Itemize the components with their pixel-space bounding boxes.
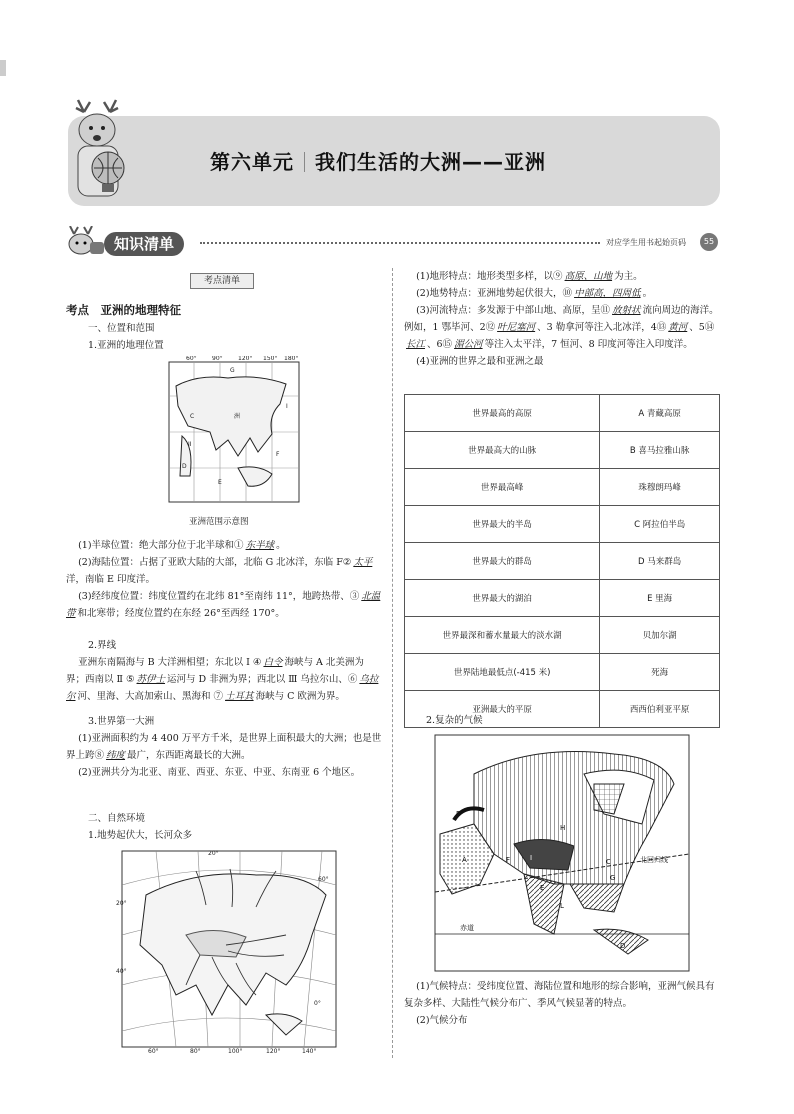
table-cell-category: 世界最大的半岛 xyxy=(405,506,600,543)
table-row xyxy=(405,506,720,543)
table-row xyxy=(405,654,720,691)
section-title: 知识清单 xyxy=(104,232,184,256)
table-cell-answer: E 里海 xyxy=(600,580,720,617)
table-cell-answer: 贝加尔湖 xyxy=(600,617,720,654)
map1-caption: 亚洲范围示意图 xyxy=(189,517,249,527)
map3-label: B xyxy=(456,810,461,818)
page-number: 55 xyxy=(700,233,718,251)
unit-number: 第六单元 xyxy=(210,150,294,174)
column-divider xyxy=(392,268,394,1058)
map3-label: C xyxy=(606,858,611,866)
table-cell-answer: A 青藏高原 xyxy=(600,395,720,432)
para-climate: (1)气候特点：受纬度位置、海陆位置和地形的综合影响，亚洲气候具有复杂多样、大陆性气候分布广、季风气候显著的特点。 (2)气候分布 xyxy=(404,981,715,1026)
checklist-tag: 考点清单 xyxy=(190,273,254,289)
map1-letter: I xyxy=(286,403,288,410)
answer-11: 放射状 xyxy=(612,305,641,316)
item-climate: 2.复杂的气候 xyxy=(426,715,483,726)
answer-10: 中部高，四周低 xyxy=(574,288,641,299)
superlatives-table xyxy=(404,394,720,728)
map2-grid-label: 60° xyxy=(318,876,329,883)
table-row xyxy=(405,469,720,506)
map1-letter: F xyxy=(276,451,280,458)
table-cell-category: 世界最高大的山脉 xyxy=(405,432,600,469)
map3-label: E xyxy=(540,884,545,892)
map1-letter: II xyxy=(188,441,192,448)
answer-2: 太平 xyxy=(353,557,373,568)
para-boundary: 亚洲东南隔海与 B 大洋洲相望；东北以 Ⅰ ④ 白令 海峡与 A 北美洲为界；西南以 Ⅱ ⑤ 苏伊士 运河与 D 非洲为界；西北以 Ⅲ 乌拉尔山、⑥ 乌拉尔 河、里海、大高加索山、黑海和 ⑦ 土耳其 海峡与 C 欧洲为界。 xyxy=(66,657,379,702)
map2-grid-label: 60° xyxy=(148,1048,159,1055)
asia-range-map xyxy=(168,356,304,506)
answer-14: 长江 xyxy=(406,339,426,350)
table-cell-category: 世界最大的群岛 xyxy=(405,543,600,580)
title-separator xyxy=(304,152,305,172)
item-largest: 3.世界第一大洲 xyxy=(88,716,155,727)
unit-title xyxy=(210,146,546,175)
asia-climate-map xyxy=(434,734,690,972)
map2-grid-label: 40° xyxy=(116,968,127,975)
table-row xyxy=(405,543,720,580)
map2-grid-label: 140° xyxy=(302,1048,317,1055)
answer-3: 北温带 xyxy=(66,591,381,619)
table-row xyxy=(405,395,720,432)
answer-12: 叶尼塞河 xyxy=(497,322,536,333)
item-terrain: 1.地势起伏大，长河众多 xyxy=(88,830,193,841)
table-cell-category: 亚洲最大的平原 xyxy=(405,691,600,728)
table-cell-answer: C 阿拉伯半岛 xyxy=(600,506,720,543)
map1-lon-label: 150° xyxy=(263,356,278,362)
table-cell-category: 世界陆地最低点(-415 米) xyxy=(405,654,600,691)
answer-13: 黄河 xyxy=(668,322,688,333)
map3-label: 北回归线 xyxy=(640,856,668,864)
answer-6: 乌拉尔 xyxy=(66,674,379,702)
table-row xyxy=(405,432,720,469)
answer-1: 东半球 xyxy=(245,540,275,551)
map3-label: 赤道 xyxy=(460,924,474,932)
table-cell-category: 世界最深和蓄水量最大的淡水湖 xyxy=(405,617,600,654)
item-location: 1.亚洲的地理位置 xyxy=(88,340,164,351)
para-largest: (1)亚洲面积约为 4 400 万平方千米，是世界上面积最大的大洲；也是世界上跨⑧ 纬度 最广，东西距离最长的大洲。 (2)亚洲共分为北亚、南亚、西亚、东亚、中亚、东南亚 6 个地区。 xyxy=(66,733,382,778)
answer-9: 高原、山地 xyxy=(564,271,613,282)
map3-label: A xyxy=(462,856,467,864)
subsection-position: 一、位置和范围 xyxy=(88,323,155,334)
map3-label: D xyxy=(620,942,626,950)
map1-letter: C xyxy=(190,413,195,420)
deer-globe-mascot-icon xyxy=(62,98,142,210)
item-boundary: 2.界线 xyxy=(88,640,117,651)
table-row xyxy=(405,580,720,617)
subsection-nature: 二、自然环境 xyxy=(88,813,146,824)
para-hemisphere: (1)半球位置：绝大部分位于北半球和① 东半球 。 (2)海陆位置：占据了亚欧大陆的大部，北临 G 北冰洋，东临 F② 太平洋，南临 E 印度洋。 (3)经纬度位置：纬度位置约在北纬 81°至南纬 11°，地跨热带、③ 北温带 和北寒带；经度位置约在东经 26°至西经 170°。 xyxy=(66,540,381,619)
map1-letter: 洲 xyxy=(234,413,241,420)
page-reference-note: 对应学生用书起始页码 xyxy=(606,238,686,247)
para-landform: (1)地形特点：地形类型多样，以⑨ 高原、山地 为主。 (2)地势特点：亚洲地势起伏很大，⑩ 中部高，四周低 。 (3)河流特点：多发源于中部山地、高原，呈⑪ 放射状 流向周边的海洋。例如，1 鄂毕河、2⑫ 叶尼塞河 、3 勒拿河等注入北冰洋，4⑬ 黄河 、5⑭长江 、6⑮ 湄公河 等注入太平洋，7 恒河、8 印度河等注入印度洋。 (4)亚洲的世界之最和亚洲之最 xyxy=(404,271,719,367)
map1-lon-label: 180° xyxy=(284,356,299,362)
map1-letter: D xyxy=(182,463,187,470)
map1-lon-label: 120° xyxy=(238,356,253,362)
table-cell-answer: 死海 xyxy=(600,654,720,691)
map1-letter: G xyxy=(230,367,235,374)
map1-letter: E xyxy=(218,479,222,486)
table-cell-answer: B 喜马拉雅山脉 xyxy=(600,432,720,469)
table-cell-answer: 西西伯利亚平原 xyxy=(600,691,720,728)
table-cell-category: 世界最高峰 xyxy=(405,469,600,506)
map3-label: H xyxy=(560,824,566,832)
table-row xyxy=(405,617,720,654)
answer-5: 苏伊士 xyxy=(136,674,166,685)
topic-heading: 考点 亚洲的地理特征 xyxy=(66,303,181,317)
map1-lon-label: 90° xyxy=(212,356,223,362)
section-mascot-icon xyxy=(60,226,106,262)
table-cell-category: 世界最大的湖泊 xyxy=(405,580,600,617)
map2-grid-label: 20° xyxy=(116,900,127,907)
unit-name: 我们生活的大洲——亚洲 xyxy=(315,150,546,174)
answer-8: 纬度 xyxy=(106,750,126,761)
map2-grid-label: 120° xyxy=(266,1048,281,1055)
map2-grid-label: 20° xyxy=(208,850,219,857)
map3-label: I xyxy=(530,854,533,862)
map2-grid-label: 100° xyxy=(228,1048,243,1055)
map3-label: G xyxy=(610,874,616,882)
answer-7: 土耳其 xyxy=(225,691,254,702)
table-cell-answer: D 马来群岛 xyxy=(600,543,720,580)
map3-label: L xyxy=(560,902,564,910)
answer-4: 白令 xyxy=(263,657,283,668)
asia-terrain-map xyxy=(116,845,346,1055)
answer-15: 湄公河 xyxy=(454,339,483,350)
table-cell-category: 世界最高的高原 xyxy=(405,395,600,432)
page-edge-mark xyxy=(0,60,6,76)
map3-label: F xyxy=(506,856,511,864)
table-cell-answer: 珠穆朗玛峰 xyxy=(600,469,720,506)
map2-grid-label: 80° xyxy=(190,1048,201,1055)
dotted-rule xyxy=(200,242,600,244)
map1-lon-label: 60° xyxy=(186,356,197,362)
map2-grid-label: 0° xyxy=(314,1000,321,1007)
